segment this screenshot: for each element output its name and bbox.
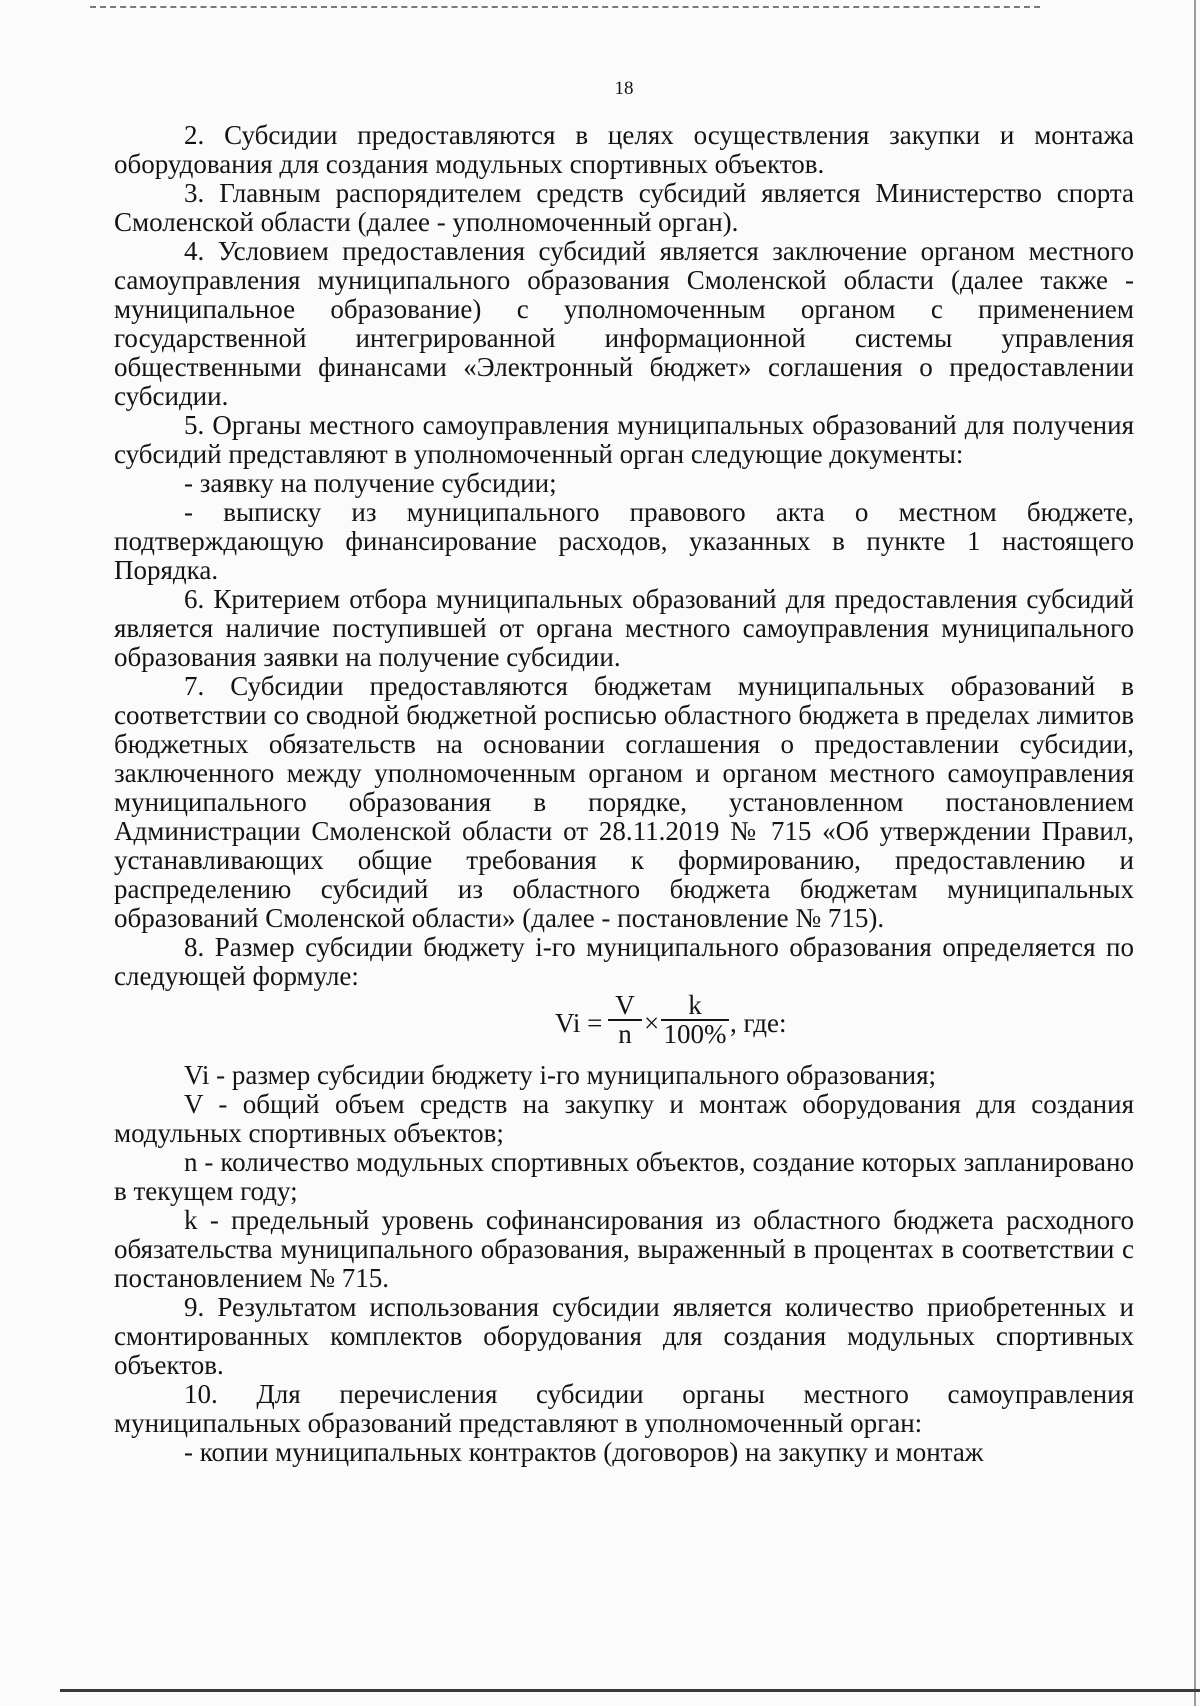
definition-n: n - количество модульных спортивных объектов, создание которых запланировано в текущем году; [114,1147,1134,1206]
definition-vi: Vi - размер субсидии бюджету i-го муниципального образования; [184,1060,937,1090]
paragraph-3: 3. Главным распорядителем средств субсидий является Министерство спорта Смоленской области (далее - уполномоченный орган). [114,178,1134,237]
paragraph-9: 9. Результатом использования субсидии является количество приобретенных и смонтированных комплектов оборудования для создания модульных спортивных объектов. [114,1292,1134,1380]
paragraph-5-item-extract: - выписку из муниципального правового акта о местном бюджете, подтверждающую финансирование расходов, указанных в пункте 1 настоящего Порядка. [114,497,1134,585]
definition-v: V - общий объем средств на закупку и монтаж оборудования для создания модульных спортивных объектов; [114,1089,1134,1148]
paragraph-5-item-application: - заявку на получение субсидии; [184,468,557,498]
formula-numerator-v: V [615,990,635,1020]
paragraph-8: 8. Размер субсидии бюджету i-го муниципального образования определяется по следующей формуле: [114,932,1134,991]
formula-lhs: Vi = [555,1008,603,1038]
paragraph-10: 10. Для перечисления субсидии органы местного самоуправления муниципальных образований представляют в уполномоченный орган: [114,1379,1134,1438]
page-number: 18 [614,78,634,99]
paragraph-4: 4. Условием предоставления субсидий является заключение органом местного самоуправления муниципального образования Смоленской области (далее также - муниципальное образование) с уполномоченным органом с применением государственной интегрированной информационной системы управления общественными финансами «Электронный бюджет» соглашения о предоставлении субсидии. [114,236,1134,411]
paragraph-5: 5. Органы местного самоуправления муниципальных образований для получения субсидий представляют в уполномоченный орган следующие документы: [114,410,1134,469]
formula-where: , где: [730,1008,787,1038]
definition-k: k - предельный уровень софинансирования из областного бюджета расходного обязательства муниципального образования, выраженный в процентах в соответствии с постановлением № 715. [114,1205,1134,1293]
paragraph-10-item-contracts: - копии муниципальных контрактов (договоров) на закупку и монтаж [184,1437,984,1467]
paragraph-2: 2. Субсидии предоставляются в целях осуществления закупки и монтажа оборудования для создания модульных спортивных объектов. [114,120,1134,179]
formula-denominator-100: 100% [661,1019,729,1048]
subsidy-formula [114,992,1134,1050]
document-page [114,0,1134,1467]
formula-multiply-sign: × [644,1008,660,1038]
formula-denominator-n: n [608,1019,642,1048]
scan-artifact-bottom-line [60,1689,1200,1692]
formula-fraction-k-over-100 [661,992,729,1048]
scan-artifact-right-edge [1194,0,1196,1706]
paragraph-6: 6. Критерием отбора муниципальных образований для предоставления субсидий является наличие поступившей от органа местного самоуправления муниципального образования заявки на получение субсидии. [114,584,1134,672]
formula-numerator-k: k [688,990,702,1020]
formula-fraction-v-over-n [608,992,642,1048]
paragraph-7: 7. Субсидии предоставляются бюджетам муниципальных образований в соответствии со сводной бюджетной росписью областного бюджета в пределах лимитов бюджетных обязательств на основании соглашения о предоставлении субсидии, заключенного между уполномоченным органом и органом местного самоуправления муниципального образования в порядке, установленном постановлением Администрации Смоленской области от 28.11.2019 № 715 «Об утверждении Правил, устанавливающих общие требования к формированию, предоставлению и распределению субсидий из областного бюджета бюджетам муниципальных образований Смоленской области» (далее - постановление № 715). [114,671,1134,933]
